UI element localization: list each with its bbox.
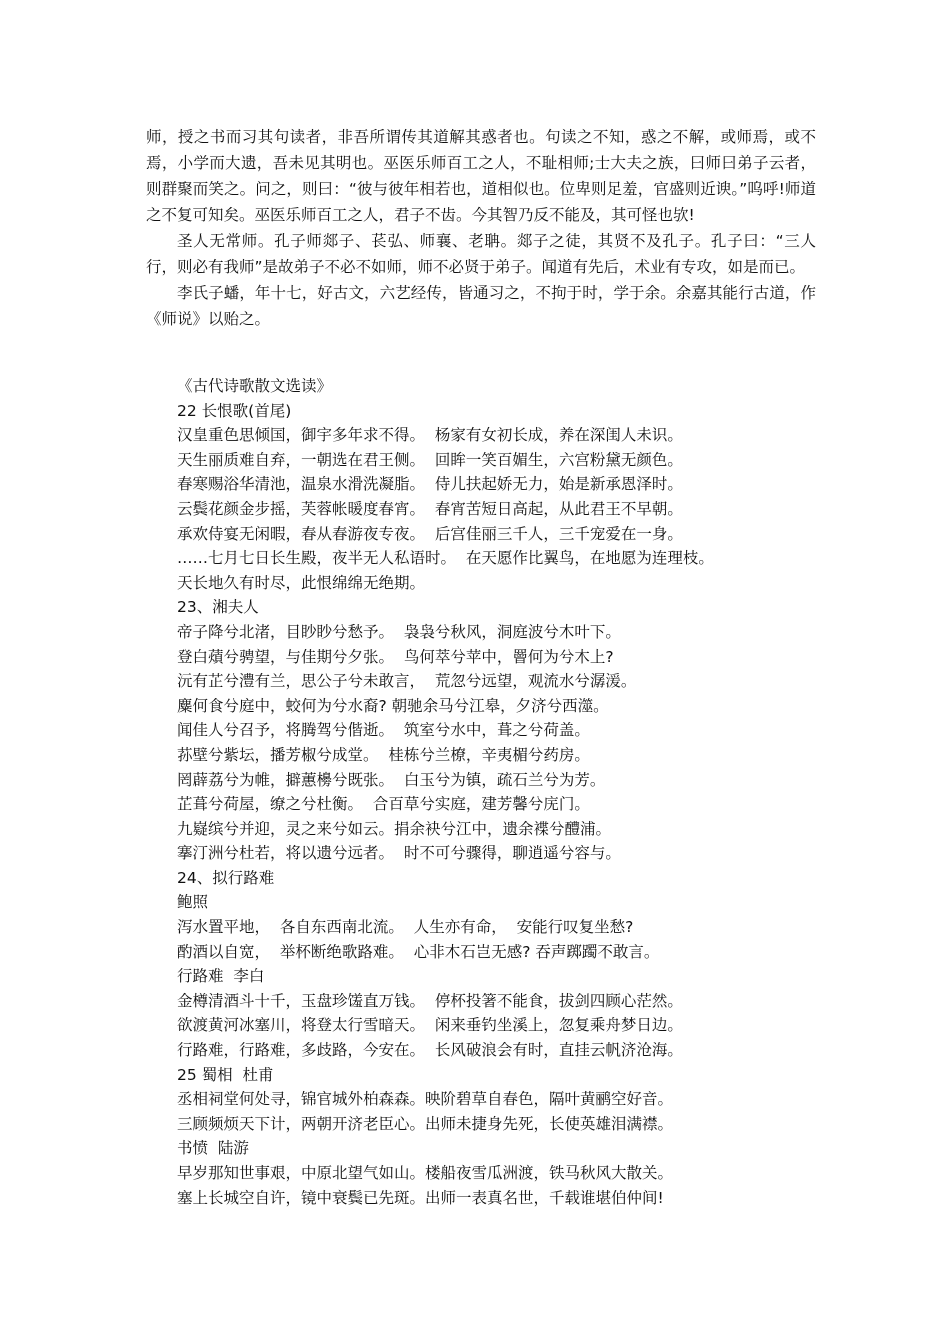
- essay-paragraph: 师，授之书而习其句读者，非吾所谓传其道解其惑者也。句读之不知，惑之不解，或师焉，或不焉，小学而大遗，吾未见其明也。巫医乐师百工之人，不耻相师;士大夫之族，曰师曰弟子云者，则群聚而笑之。问之，则曰：“彼与彼年相若也，道相似也。位卑则足羞，官盛则近谀。”呜呼!师道之不复可知矣。巫医乐师百工之人，君子不齿。今其智乃反不能及，其可怪也欤!: [146, 128, 816, 224]
- poem-line: 闻佳人兮召予，将腾驾兮偕逝。 筑室兮水中，葺之兮荷盖。: [177, 721, 590, 740]
- poem-line: 行路难，行路难，多歧路，今安在。 长风破浪会有时，直挂云帆济沧海。: [177, 1041, 683, 1060]
- poem-line: 九嶷缤兮并迎，灵之来兮如云。捐余袂兮江中，遗余褋兮醴浦。: [177, 819, 612, 838]
- poem-heading: 24、拟行路难: [177, 868, 275, 887]
- poem-line: 塞上长城空自许，镜中衰鬓已先斑。出师一表真名世，千载谁堪伯仲间!: [177, 1188, 664, 1207]
- poem-heading: 书愤 陆游: [177, 1139, 249, 1158]
- poetry-section: [177, 374, 807, 1210]
- essay-paragraph: 李氏子蟠，年十七，好古文，六艺经传，皆通习之，不拘于时，学于余。余嘉其能行古道，作《师说》以贻之。: [146, 284, 816, 328]
- poem-line: 汉皇重色思倾国，御宇多年求不得。 杨家有女初长成，养在深闺人未识。: [177, 426, 683, 445]
- poem-line: 泻水置平地， 各自东西南北流。 人生亦有命， 安能行叹复坐愁?: [177, 918, 634, 937]
- poem-line: 欲渡黄河冰塞川，将登太行雪暗天。 闲来垂钓坐溪上，忽复乘舟梦日边。: [177, 1016, 683, 1035]
- book-title: 《古代诗歌散文选读》: [177, 377, 333, 395]
- poem-line: 搴汀洲兮杜若，将以遗兮远者。 时不可兮骤得，聊逍遥兮容与。: [177, 844, 621, 863]
- poem-line: 荪壁兮紫坛，播芳椒兮成堂。 桂栋兮兰橑，辛夷楣兮药房。: [177, 745, 590, 764]
- poem-heading: 23、湘夫人: [177, 598, 259, 617]
- poem-line: 承欢侍宴无闲暇，春从春游夜专夜。 后宫佳丽三千人，三千宠爱在一身。: [177, 524, 683, 543]
- poem-line: 天生丽质难自弃，一朝选在君王侧。 回眸一笑百媚生，六宫粉黛无颜色。: [177, 450, 683, 469]
- essay-prose: [146, 124, 816, 332]
- poem-line: 芷葺兮荷屋，缭之兮杜衡。 合百草兮实庭，建芳馨兮庑门。: [177, 795, 590, 814]
- poem-heading: 22 长恨歌(首尾): [177, 401, 292, 420]
- poem-line: 丞相祠堂何处寻，锦官城外柏森森。映阶碧草自春色，隔叶黄鹂空好音。: [177, 1090, 674, 1109]
- poem-heading: 25 蜀相 杜甫: [177, 1065, 274, 1084]
- poem-heading: 行路难 李白: [177, 967, 265, 986]
- poem-line: 沅有芷兮澧有兰，思公子兮未敢言， 荒忽兮远望，观流水兮潺湲。: [177, 672, 637, 691]
- poem-line: 早岁那知世事艰，中原北望气如山。楼船夜雪瓜洲渡，铁马秋风大散关。: [177, 1164, 674, 1182]
- poem-line: 登白薠兮骋望，与佳期兮夕张。 鸟何萃兮苹中，罾何为兮木上?: [177, 647, 614, 666]
- poem-line: 罔薜荔兮为帷，擗蕙櫋兮既张。 白玉兮为镇，疏石兰兮为芳。: [177, 770, 606, 789]
- poem-line: 金樽清酒斗十千，玉盘珍馐直万钱。 停杯投箸不能食，拔剑四顾心茫然。: [177, 991, 683, 1010]
- essay-paragraph: 圣人无常师。孔子师郯子、苌弘、师襄、老聃。郯子之徒，其贤不及孔子。孔子曰：“三人行，则必有我师”是故弟子不必不如师，师不必贤于弟子。闻道有先后，术业有专攻，如是而已。: [146, 232, 816, 276]
- poem-line: 酌酒以自宽， 举杯断绝歌路难。 心非木石岂无感? 吞声踯躅不敢言。: [177, 942, 660, 961]
- poem-line: ……七月七日长生殿，夜半无人私语时。 在天愿作比翼鸟，在地愿为连理枝。: [177, 549, 714, 568]
- poem-line: 天长地久有时尽，此恨绵绵无绝期。: [177, 573, 426, 592]
- poem-line: 三顾频烦天下计，两朝开济老臣心。出师未捷身先死，长使英雄泪满襟。: [177, 1114, 674, 1133]
- poem-line: 春寒赐浴华清池，温泉水滑洗凝脂。 侍儿扶起娇无力，始是新承恩泽时。: [177, 475, 683, 494]
- poem-line: 云鬓花颜金步摇，芙蓉帐暖度春宵。 春宵苦短日高起，从此君王不早朝。: [177, 499, 683, 518]
- poem-line: 帝子降兮北渚，目眇眇兮愁予。 袅袅兮秋风，洞庭波兮木叶下。: [177, 622, 621, 641]
- poem-author: 鲍照: [177, 893, 209, 912]
- poem-line: 麋何食兮庭中，蛟何为兮水裔? 朝驰余马兮江皋，夕济兮西澨。: [177, 696, 609, 715]
